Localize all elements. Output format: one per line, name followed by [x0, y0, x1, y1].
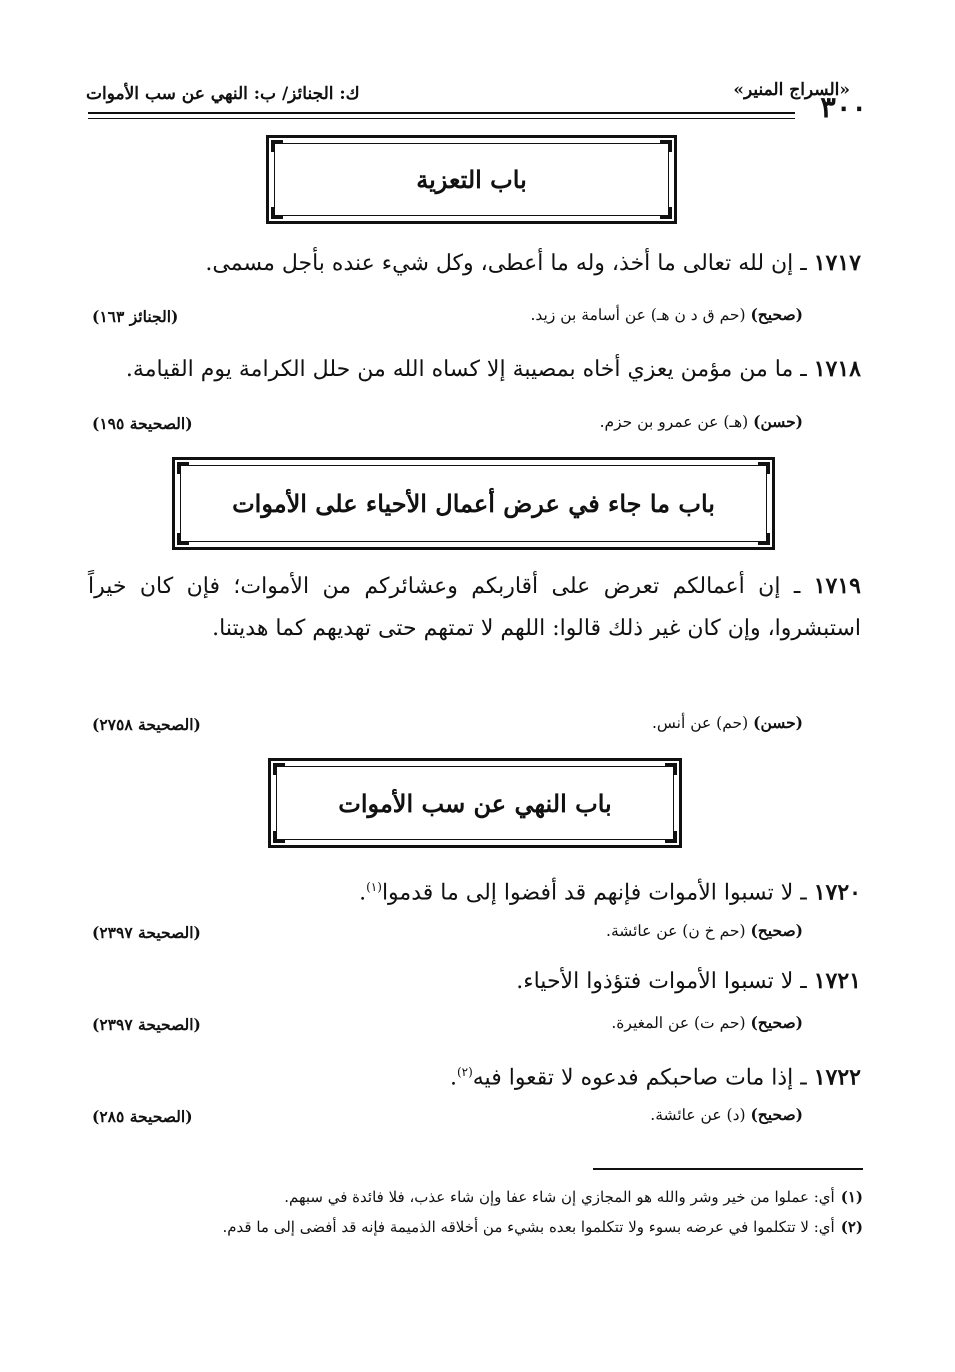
hadith-text: لا تسبوا الأموات فتؤذوا الأحياء. — [516, 969, 794, 994]
hadith-text: ما من مؤمن يعزي أخاه بمصيبة إلا كساه الله من حلل الكرامة يوم القيامة. — [125, 357, 794, 382]
section-title: باب النهي عن سب الأموات — [276, 766, 674, 840]
footnote-number: (٢) — [840, 1218, 863, 1236]
hadith-number: ١٧٢٢ — [813, 1064, 861, 1091]
footnote-rule — [593, 1168, 863, 1170]
hadith-narration: (هـ) عن عمرو بن حزم. — [599, 413, 749, 431]
footnote-text: أي: عملوا من خير وشر والله هو المجازي إن شاء عفا وإن شاء عذب، فلا فائدة في سبهم. — [284, 1188, 835, 1206]
hadith-source — [652, 713, 803, 732]
hadith-grade: (حسن) — [753, 713, 803, 732]
hadith-1717: ١٧١٧ ـ إن لله تعالى ما أخذ، وله ما أعطى، وكل شيء عنده بأجل مسمى. — [205, 250, 861, 276]
hadith-grade: (صحيح) — [750, 305, 803, 324]
hadith-text: إن أعمالكم تعرض على أقاربكم وعشائركم من الأموات؛ فإن كان خيراً استبشروا، وإن كان غير ذلك قالوا: اللهم لا تمتهم حتى تهديهم كما هديتنا. — [88, 574, 861, 641]
hadith-grade: (حسن) — [753, 412, 803, 431]
section-frame — [268, 758, 682, 848]
hadith-number: ١٧١٨ — [813, 356, 861, 382]
hadith-number: ١٧١٩ — [813, 573, 861, 599]
hadith-text: إن لله تعالى ما أخذ، وله ما أعطى، وكل شيء عنده بأجل مسمى. — [205, 251, 794, 276]
footnote-marker: (٢) — [456, 1065, 473, 1079]
hadith-reference: (الصحيحة ٢٧٥٨) — [92, 715, 201, 734]
footnote-2 — [92, 1214, 863, 1240]
hadith-1718: ١٧١٨ ـ ما من مؤمن يعزي أخاه بمصيبة إلا كساه الله من حلل الكرامة يوم القيامة. — [125, 356, 861, 382]
hadith-source — [606, 921, 803, 940]
book-title: «السراج المنير» — [733, 80, 850, 100]
hadith-source — [530, 305, 803, 324]
footnote-text: أي: لا تتكلموا في عرضه بسوء ولا تتكلموا بعده بشيء من أخلاقه الذميمة فإنه قد أفضى إلى ما قدم. — [222, 1218, 835, 1236]
hadith-reference: (الصحيحة ١٩٥) — [92, 414, 193, 433]
page-number: ٣٠٠ — [820, 90, 867, 124]
hadith-grade: (صحيح) — [750, 921, 803, 940]
hadith-grade: (صحيح) — [750, 1013, 803, 1032]
hadith-number: ١٧١٧ — [813, 250, 861, 276]
hadith-narration: (د) عن عائشة. — [650, 1106, 746, 1124]
hadith-1720: ١٧٢٠ ـ لا تسبوا الأموات فإنهم قد أفضوا إلى ما قدموا$^{(١)}$. — [359, 879, 861, 906]
hadith-source — [600, 412, 803, 431]
header-rule — [88, 112, 795, 114]
hadith-narration: (حم ت) عن المغيرة. — [611, 1014, 746, 1032]
hadith-reference: (الصحيحة ٢٨٥) — [92, 1107, 193, 1126]
hadith-1722: ١٧٢٢ ـ إذا مات صاحبكم فدعوه لا تقعوا فيه$^{(٢)}$. — [449, 1064, 861, 1091]
hadith-number: ١٧٢١ — [813, 968, 861, 994]
hadith-text: إذا مات صاحبكم فدعوه لا تقعوا فيه — [472, 1065, 794, 1091]
section-title: باب ما جاء في عرض أعمال الأحياء على الأموات — [180, 465, 767, 542]
section-frame — [266, 135, 677, 224]
header-rule-thin — [88, 118, 795, 119]
hadith-1721: ١٧٢١ ـ لا تسبوا الأموات فتؤذوا الأحياء. — [516, 968, 861, 994]
footnote-number: (١) — [840, 1188, 863, 1206]
footnote-marker: (١) — [366, 880, 382, 894]
section-title: باب التعزية — [274, 143, 669, 216]
hadith-text: لا تسبوا الأموات فإنهم قد أفضوا إلى ما قدموا — [381, 880, 794, 906]
hadith-source — [611, 1013, 803, 1032]
hadith-number: ١٧٢٠ — [813, 879, 861, 906]
hadith-reference: (الجنائز ١٦٣) — [92, 307, 179, 326]
section-frame — [172, 457, 775, 550]
hadith-narration: (حم ق د ن هـ) عن أسامة بن زيد. — [530, 306, 746, 324]
hadith-narration: (حم خ ن) عن عائشة. — [606, 922, 746, 940]
chapter-heading: ك: الجنائز/ ب: النهي عن سب الأموات — [86, 84, 360, 104]
hadith-narration: (حم) عن أنس. — [651, 714, 749, 732]
hadith-grade: (صحيح) — [750, 1105, 803, 1124]
hadith-1719: ١٧١٩ ـ إن أعمالكم تعرض على أقاربكم وعشائركم من الأموات؛ فإن كان خيراً استبشروا، وإن كان غير ذلك قالوا: اللهم لا تمتهم حتى تهديهم كما هديتنا. — [88, 573, 861, 641]
footnote-1 — [92, 1184, 863, 1210]
hadith-source — [650, 1105, 803, 1124]
hadith-reference: (الصحيحة ٢٣٩٧) — [92, 1015, 201, 1034]
hadith-reference: (الصحيحة ٢٣٩٧) — [92, 923, 201, 942]
